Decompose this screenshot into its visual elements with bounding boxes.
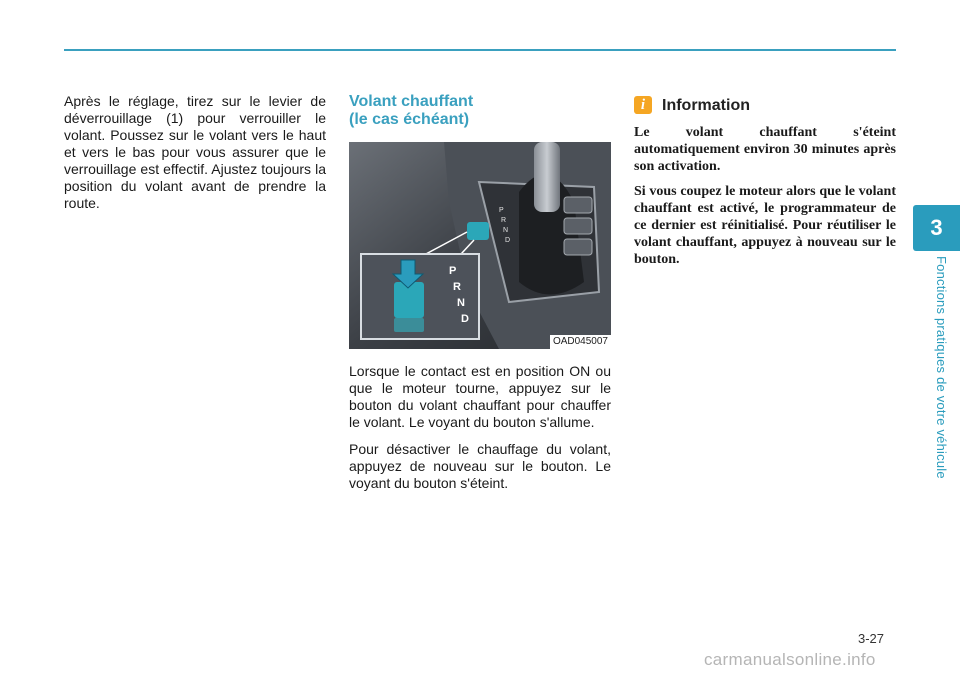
console-letter-n: N <box>503 227 509 234</box>
console-letter-r: R <box>501 217 507 224</box>
chapter-title: Fonctions pratiques de votre véhicule <box>934 256 949 479</box>
inset-letter-p: P <box>449 265 457 277</box>
console-letter-d: D <box>505 237 511 244</box>
left-column <box>64 93 326 212</box>
watermark: carmanualsonline.info <box>704 650 876 669</box>
console-illustration <box>349 142 611 349</box>
right-column <box>634 96 896 276</box>
figure-code: OAD045007 <box>550 335 611 349</box>
inset-letter-n: N <box>457 297 465 309</box>
heated-steering-button-figure <box>349 142 611 349</box>
inset-letter-r: R <box>453 281 461 293</box>
page-number: 3-27 <box>858 631 885 646</box>
steering-lock-paragraph: Après le réglage, tirez sur le levier de déverrouillage (1) pour verrouiller le volant. Poussez sur le volant vers le haut et vers le bas pour vous assurer que le verrouillage est effectif. Ajustez toujours la position du volant avant de prendre la route. <box>64 93 326 211</box>
middle-column <box>349 93 611 492</box>
inset-letter-d: D <box>461 313 469 325</box>
console-letter-p: P <box>499 207 504 214</box>
heated-wheel-off-paragraph: Pour désactiver le chauffage du volant, appuyez de nouveau sur le bouton. Le voyant du bouton s'éteint. <box>349 441 611 491</box>
information-title: Information <box>662 96 750 114</box>
information-paragraph-2: Si vous coupez le moteur alors que le volant chauffant est activé, le programmateur de ce dernier est réinitialisé. Pour réutiliser le volant chauffant, appuyez à nouveau sur le bouton. <box>634 184 896 267</box>
section-title-line1: Volant chauffant <box>349 93 474 110</box>
section-title-line2: (le cas échéant) <box>349 111 470 128</box>
info-icon: i <box>634 96 652 114</box>
header-rule <box>64 49 896 51</box>
chapter-number-tab: 3 <box>913 205 960 251</box>
information-paragraph-1: Le volant chauffant s'éteint automatiquement environ 30 minutes après son activation. <box>634 125 896 174</box>
section-title <box>349 93 611 129</box>
information-header <box>634 96 896 114</box>
heated-wheel-on-paragraph: Lorsque le contact est en position ON ou que le moteur tourne, appuyez sur le bouton du volant chauffant pour chauffer le volant. Le voyant du bouton s'allume. <box>349 363 611 430</box>
